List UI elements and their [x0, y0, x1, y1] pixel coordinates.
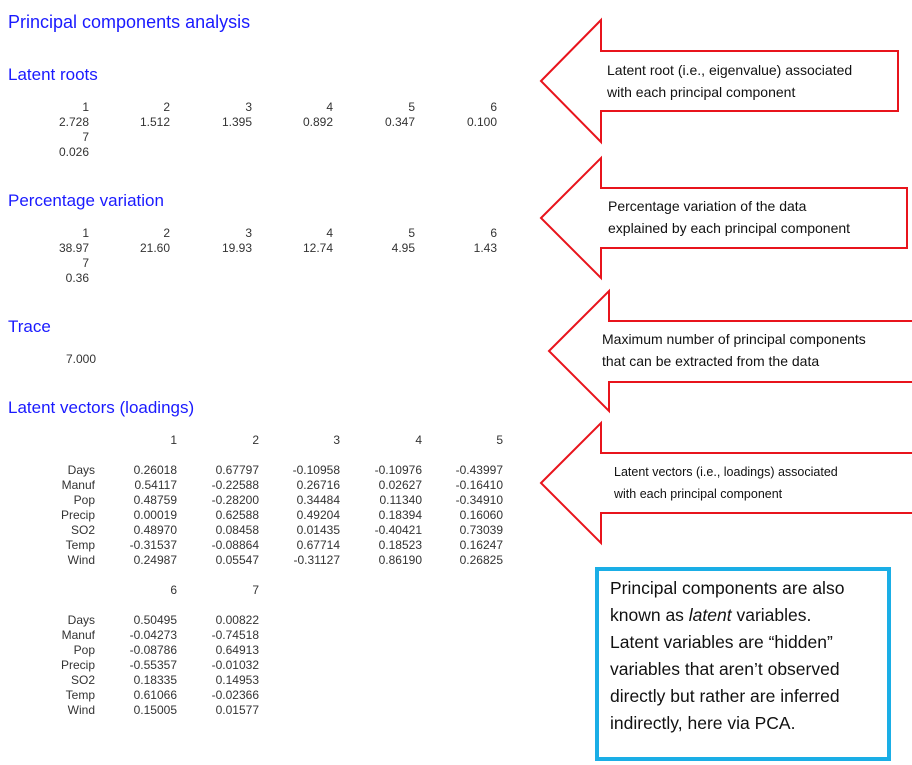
loading-value: 0.67714: [296, 538, 340, 552]
component-value: 4.95: [391, 241, 415, 255]
note-percentage: [608, 195, 850, 239]
loading-value: -0.04273: [129, 628, 177, 642]
component-value: 0.026: [58, 145, 89, 159]
note-line: Latent root (i.e., eigenvalue) associated: [607, 62, 853, 78]
loading-value: -0.10958: [292, 463, 340, 477]
component-number: 2: [163, 226, 170, 240]
variable-label: Wind: [67, 703, 95, 717]
note-line: Maximum number of principal components: [602, 331, 866, 347]
component-number: 6: [490, 226, 497, 240]
loading-value: 0.26716: [296, 478, 340, 492]
component-value: 2.728: [58, 115, 89, 129]
loading-value: -0.08786: [129, 643, 177, 657]
note-line: that can be extracted from the data: [602, 353, 820, 369]
loading-value: 0.18335: [133, 673, 177, 687]
loading-value: 0.05547: [215, 553, 259, 567]
loading-value: -0.40421: [374, 523, 422, 537]
loading-value: 0.49204: [296, 508, 340, 522]
loading-value: 0.18523: [378, 538, 422, 552]
loading-column-header: 6: [170, 583, 177, 597]
variable-label: SO2: [70, 523, 95, 537]
loading-value: 0.18394: [378, 508, 422, 522]
component-value: 0.100: [466, 115, 497, 129]
note-latent-root: [607, 59, 852, 103]
variable-label: Days: [67, 463, 95, 477]
loading-column-header: 3: [333, 433, 340, 447]
note-line: Latent vectors (i.e., loadings) associated: [614, 465, 838, 479]
loading-value: 0.24987: [133, 553, 177, 567]
variable-label: Precip: [60, 658, 95, 672]
variable-label: Temp: [65, 688, 95, 702]
variable-label: Manuf: [61, 628, 95, 642]
component-value: 0.36: [65, 271, 89, 285]
note-line: with each principal component: [607, 84, 796, 100]
component-value: 1.512: [139, 115, 170, 129]
loading-value: 0.86190: [378, 553, 422, 567]
variable-label: Pop: [73, 493, 95, 507]
loading-value: -0.74518: [211, 628, 259, 642]
info-line: known as: [610, 605, 689, 625]
loading-value: 0.26825: [459, 553, 503, 567]
loading-value: 0.16247: [459, 538, 503, 552]
note-trace: [602, 328, 866, 372]
info-line: indirectly, here via PCA.: [610, 713, 796, 733]
loading-value: -0.55357: [129, 658, 177, 672]
latent-vectors-heading: Latent vectors (loadings): [8, 398, 195, 417]
component-number: 5: [408, 100, 415, 114]
info-line: variables that aren’t observed: [610, 659, 840, 679]
loading-value: -0.22588: [211, 478, 259, 492]
note-line: explained by each principal component: [608, 220, 851, 236]
note-vectors: [614, 461, 838, 505]
note-line: with each principal component: [614, 487, 783, 501]
component-value: 1.395: [221, 115, 252, 129]
loading-value: -0.02366: [211, 688, 259, 702]
trace-value: 7.000: [65, 352, 96, 366]
loading-value: 0.16060: [459, 508, 503, 522]
variable-label: Manuf: [61, 478, 95, 492]
loading-column-header: 7: [252, 583, 259, 597]
loading-value: -0.43997: [455, 463, 503, 477]
component-value: 19.93: [221, 241, 252, 255]
variable-label: SO2: [70, 673, 95, 687]
loading-value: -0.16410: [455, 478, 503, 492]
trace-heading: Trace: [8, 317, 51, 336]
loading-value: -0.31127: [293, 553, 340, 567]
component-value: 12.74: [302, 241, 333, 255]
latent-variables-info-box: [595, 567, 891, 761]
loading-value: -0.01032: [211, 658, 259, 672]
info-line: variables.: [731, 605, 812, 625]
loading-value: 0.48759: [133, 493, 177, 507]
percentage-variation-heading: Percentage variation: [8, 191, 164, 210]
component-value: 21.60: [139, 241, 170, 255]
info-emphasis: latent: [688, 605, 732, 625]
loading-value: 0.15005: [133, 703, 177, 717]
loading-value: 0.01577: [215, 703, 259, 717]
loading-value: 0.67797: [215, 463, 259, 477]
loading-value: 0.64913: [215, 643, 259, 657]
loading-value: 0.26018: [133, 463, 177, 477]
loading-value: -0.28200: [211, 493, 259, 507]
loading-value: 0.54117: [134, 478, 177, 492]
info-line: directly but rather are inferred: [610, 686, 840, 706]
component-value: 0.347: [384, 115, 415, 129]
variable-label: Temp: [65, 538, 95, 552]
component-number: 7: [82, 256, 89, 270]
loading-value: 0.00019: [133, 508, 177, 522]
loading-value: 0.61066: [133, 688, 177, 702]
loading-value: 0.01435: [296, 523, 340, 537]
loading-value: 0.34484: [296, 493, 340, 507]
loading-value: 0.50495: [133, 613, 177, 627]
loading-value: 0.62588: [215, 508, 259, 522]
loading-column-header: 2: [252, 433, 259, 447]
component-number: 3: [245, 226, 252, 240]
component-number: 5: [408, 226, 415, 240]
component-number: 1: [82, 100, 89, 114]
loading-value: 0.14953: [215, 673, 259, 687]
component-number: 6: [490, 100, 497, 114]
variable-label: Days: [67, 613, 95, 627]
variable-label: Precip: [60, 508, 95, 522]
note-line: Percentage variation of the data: [608, 198, 807, 214]
loading-value: -0.08864: [211, 538, 259, 552]
loading-value: -0.31537: [129, 538, 177, 552]
component-number: 1: [82, 226, 89, 240]
component-number: 7: [82, 130, 89, 144]
component-number: 4: [326, 100, 333, 114]
variable-label: Pop: [73, 643, 95, 657]
loading-column-header: 5: [496, 433, 503, 447]
loading-value: 0.11340: [379, 493, 422, 507]
loading-value: 0.48970: [133, 523, 177, 537]
component-value: 0.892: [302, 115, 333, 129]
loading-value: -0.34910: [455, 493, 503, 507]
loading-value: 0.73039: [459, 523, 503, 537]
latent-roots-heading: Latent roots: [8, 65, 98, 84]
component-number: 2: [163, 100, 170, 114]
info-line: Principal components are also: [610, 578, 845, 598]
loading-column-header: 4: [415, 433, 422, 447]
component-number: 3: [245, 100, 252, 114]
variable-label: Wind: [67, 553, 95, 567]
loading-value: -0.10976: [374, 463, 422, 477]
loading-column-header: 1: [170, 433, 177, 447]
page-title: Principal components analysis: [8, 12, 251, 32]
component-value: 1.43: [473, 241, 497, 255]
info-line: Latent variables are “hidden”: [610, 632, 833, 652]
component-number: 4: [326, 226, 333, 240]
loading-value: 0.08458: [215, 523, 259, 537]
loading-value: 0.00822: [215, 613, 259, 627]
component-value: 38.97: [58, 241, 89, 255]
loading-value: 0.02627: [378, 478, 422, 492]
